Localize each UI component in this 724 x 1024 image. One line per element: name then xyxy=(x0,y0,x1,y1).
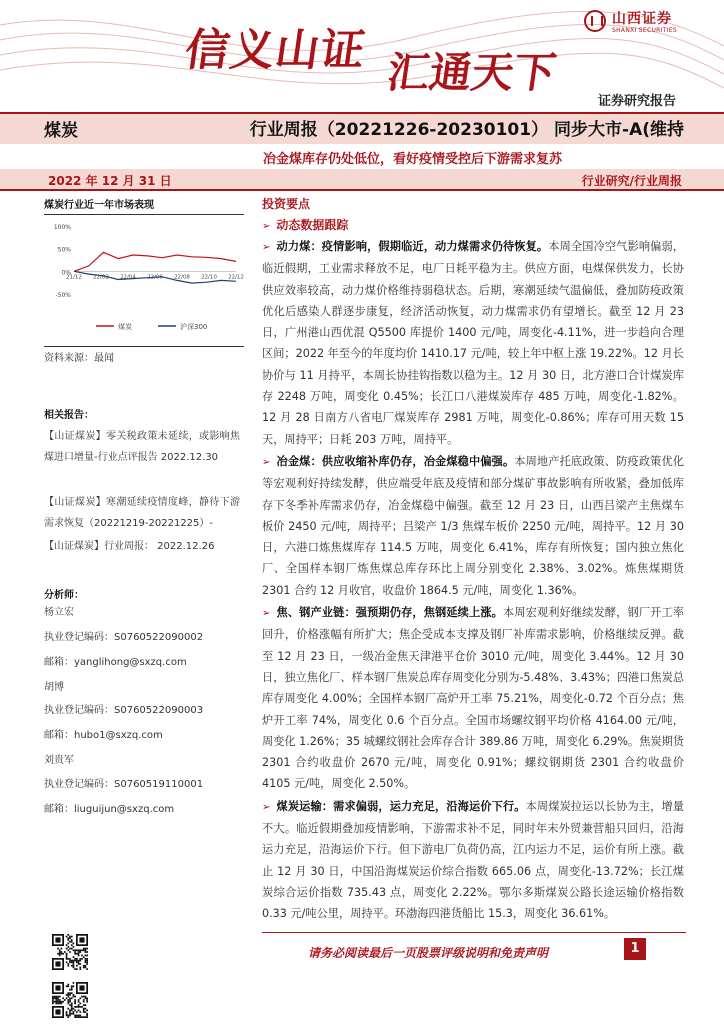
legend-label: 煤炭 xyxy=(118,323,132,331)
report-date: 2022 年 12 月 31 日 xyxy=(48,174,172,188)
legend-label: 沪深300 xyxy=(180,323,208,331)
analyst-name: 杨立宏 xyxy=(44,607,74,618)
section-heading: 投资要点 xyxy=(262,197,311,211)
qr-code-icon xyxy=(52,982,88,1018)
disclaimer[interactable]: 请务必阅读最后一页股票评级说明和免责声明 xyxy=(308,946,549,960)
chart-title: 煤炭行业近一年市场表现 xyxy=(44,196,244,215)
paragraph-lead: 煤炭运输：需求偏弱，运力充足，沿海运价下行。 xyxy=(276,799,526,813)
paragraph-text: 本周宏观利好继续发酵，钢厂开工率回升，价格涨幅有所扩大；焦企受成本支撑及钢厂补库需求影响，价格继续反弹。截至 12 月 23 日，一级冶金焦天津港平仓价 3010 元/吨，周变化 3.44%。12 月 30 日，独立焦化厂、样本钢厂焦炭总库存周变化分别为-5.48%、3.43%；四港口焦炭总库存周变化 4.00%；全国样本钢厂高炉开工率 75.21%，周变化-0.72 个百分点；焦炉开工率 74%，周变化 0.6 个百分点。全国市场螺纹钢平均价格 4164.00 元/吨，周变化 1.26%；35 城螺纹钢社会库存合计 389.86 万吨，周变化 6.29%。焦炭期货 2301 合约收盘价 2670 元/吨，周变化 0.91%；螺纹钢期货 2301 合约收盘价 4105 元/吨，周变化 2.50%。 xyxy=(262,606,684,791)
header-banner xyxy=(0,0,724,112)
chart-source: 资料来源：最闻 xyxy=(44,346,244,364)
related-report-1[interactable]: 【山证煤炭】零关税政策未延续，或影响焦煤进口增量-行业点评报告 2022.12.30 xyxy=(44,431,240,463)
sector-label: 煤炭 xyxy=(44,121,78,141)
analyst-email[interactable]: 邮箱：liuguijun@sxzq.com xyxy=(44,804,175,815)
analysts-heading: 分析师： xyxy=(44,590,84,601)
slogan-part-1: 信义山证 xyxy=(181,25,369,76)
x-tick-label: 22/10 xyxy=(201,274,217,281)
report-type: 证券研究报告 xyxy=(597,94,676,109)
analyst-cert: 执业登记编码：S0760519110001 xyxy=(44,779,204,790)
paragraph xyxy=(262,796,684,925)
paragraph-text: 本周煤炭拉运以长协为主，增量不大。临近假期叠加疫情影响，下游需求补不足，同时年末外贸兼营船只回归，沿海运力充足，沿海运价下行。但下游电厂负荷仍高，江内运力不足，运价有所上涨。截止 12 月 30 日，中国沿海煤炭运价综合指数 665.06 点，周变化-13.72%；长江煤炭综合运价指数 735.43 点，周变化 2.22%。鄂尔多斯煤炭公路长途运输价格指数 0.33 元/吨公里，周持平。环渤海四港货船比 15.3，周变化 36.61%。 xyxy=(262,799,684,921)
main-content xyxy=(262,194,684,926)
y-tick-label: 0% xyxy=(61,269,71,277)
analyst-cert: 执业登记编码：S0760522090002 xyxy=(44,632,204,643)
qr-code-icon xyxy=(52,934,88,970)
paragraph-lead: 动力煤：疫情影响，假期临近，动力煤需求仍待恢复。 xyxy=(276,240,549,253)
logo-icon xyxy=(584,10,606,32)
slogan-part-2: 汇通天下 xyxy=(384,48,560,97)
series-line-coal xyxy=(74,252,236,271)
bullet-arrow-icon: ➢ xyxy=(262,801,271,813)
x-tick-label: 21/12 xyxy=(66,274,82,281)
analyst-email[interactable]: 邮箱：hubo1@sxzq.com xyxy=(44,730,163,741)
paragraph-lead: 冶金煤：供应收缩补库仍存，冶金煤稳中偏强。 xyxy=(276,454,515,468)
analyst-name: 胡博 xyxy=(44,682,64,693)
report-title: 行业周报（20221226-20230101） 同步大市-A(维持 xyxy=(249,120,684,140)
logo-text-en: SHANXI SECURITIES xyxy=(612,27,677,34)
paragraph xyxy=(262,236,684,450)
bullet-arrow-icon: ➢ xyxy=(262,608,271,620)
related-report-3[interactable]: 【山证煤炭】行业周报： 2022.12.26 xyxy=(44,541,215,552)
x-tick-label: 22/08 xyxy=(174,274,190,281)
market-performance-chart xyxy=(44,216,244,340)
related-reports-heading: 相关报告： xyxy=(44,410,94,421)
x-tick-label: 22/12 xyxy=(228,274,244,281)
paragraph xyxy=(262,602,684,795)
x-tick-label: 22/06 xyxy=(147,274,163,281)
paragraph-lead: 焦、钢产业链：强预期仍存，焦钢延续上涨。 xyxy=(276,606,503,620)
paragraph xyxy=(262,451,684,601)
paragraph-text: 本周地产托底政策、防疫政策优化等宏观利好持续发酵，供应端受年底及疫情和部分煤矿事故影响有所收紧，叠加低库存下冬季补库需求仍存，冶金煤稳中偏强。截至 12 月 23 日，山西吕梁产主焦煤车板价 2450 元/吨，周持平；吕梁产 1/3 焦煤车板价 2250 元/吨，周持平。12 月 30 日，六港口炼焦煤库存 114.5 万吨，周变化 6.41%，库存有所恢复；国内独立焦化厂、全国样本钢厂炼焦煤总库存环比上周分别变化 2.38%、3.02%。炼焦煤期货 2301 合约 12 月收官，收盘价 1864.5 元/吨，周变化 1.36%。 xyxy=(262,454,684,597)
company-logo xyxy=(584,8,714,38)
bullet-arrow-icon: ➢ xyxy=(262,456,271,468)
bullet-arrow-icon: ➢ xyxy=(262,242,271,253)
related-report-2[interactable]: 【山证煤炭】寒潮延续疫情度峰，静待下游需求恢复（20221219-20221225）- xyxy=(44,497,240,529)
subsection-heading xyxy=(262,214,684,236)
headline: 冶金煤库存仍处低位，看好疫情受控后下游需求复苏 xyxy=(263,152,563,167)
x-tick-label: 22/02 xyxy=(93,274,109,281)
analyst-cert: 执业登记编码：S0760522090003 xyxy=(44,705,204,716)
y-tick-label: 50% xyxy=(57,246,71,254)
subsection-label: 动态数据跟踪 xyxy=(276,218,349,232)
analyst-email[interactable]: 邮箱：yanglihong@sxzq.com xyxy=(44,657,187,668)
bullet-arrow-icon: ➢ xyxy=(262,221,271,232)
report-category: 行业研究/行业周报 xyxy=(581,174,682,188)
page-number: 1 xyxy=(624,938,646,960)
logo-text-cn: 山西证券 xyxy=(612,11,672,27)
y-tick-label: -50% xyxy=(55,292,71,299)
analyst-name: 刘贵军 xyxy=(44,755,74,766)
x-tick-label: 22/04 xyxy=(120,274,136,281)
paragraph-text: 本周全国冷空气影响偏弱，临近假期，工业需求释放不足，电厂日耗平稳为主。供应方面，电煤保供发力，长协供应效率较高，动力煤价格维持弱稳状态。后期，寒潮延续气温偏低，叠加防疫政策优化后感染人群逐步康复，经济活动恢复，动力煤需求仍有望增长。截至 12 月 23 日，广州港山西优混 Q5500 库提价 1400 元/吨，周变化-4.11%，进一步趋向合理区间；2022 年至今的年度均价 1410.17 元/吨，较上年中枢上涨 19.22%。12 月长协价与 11 月持平，本周长协挂钩指数以稳为主。12 月 30 日，北方港口合计煤炭库存 2248 万吨，周变化 0.45%；长江口八港煤炭库存 485 万吨，周变化-1.82%。12 月 28 日南方八省电厂煤炭库存 2981 万吨，周变化-0.86%；库存可用天数 15 天，周持平；日耗 203 万吨，周持平。 xyxy=(262,240,684,446)
footer-divider xyxy=(262,932,686,933)
y-tick-label: 100% xyxy=(53,224,71,231)
